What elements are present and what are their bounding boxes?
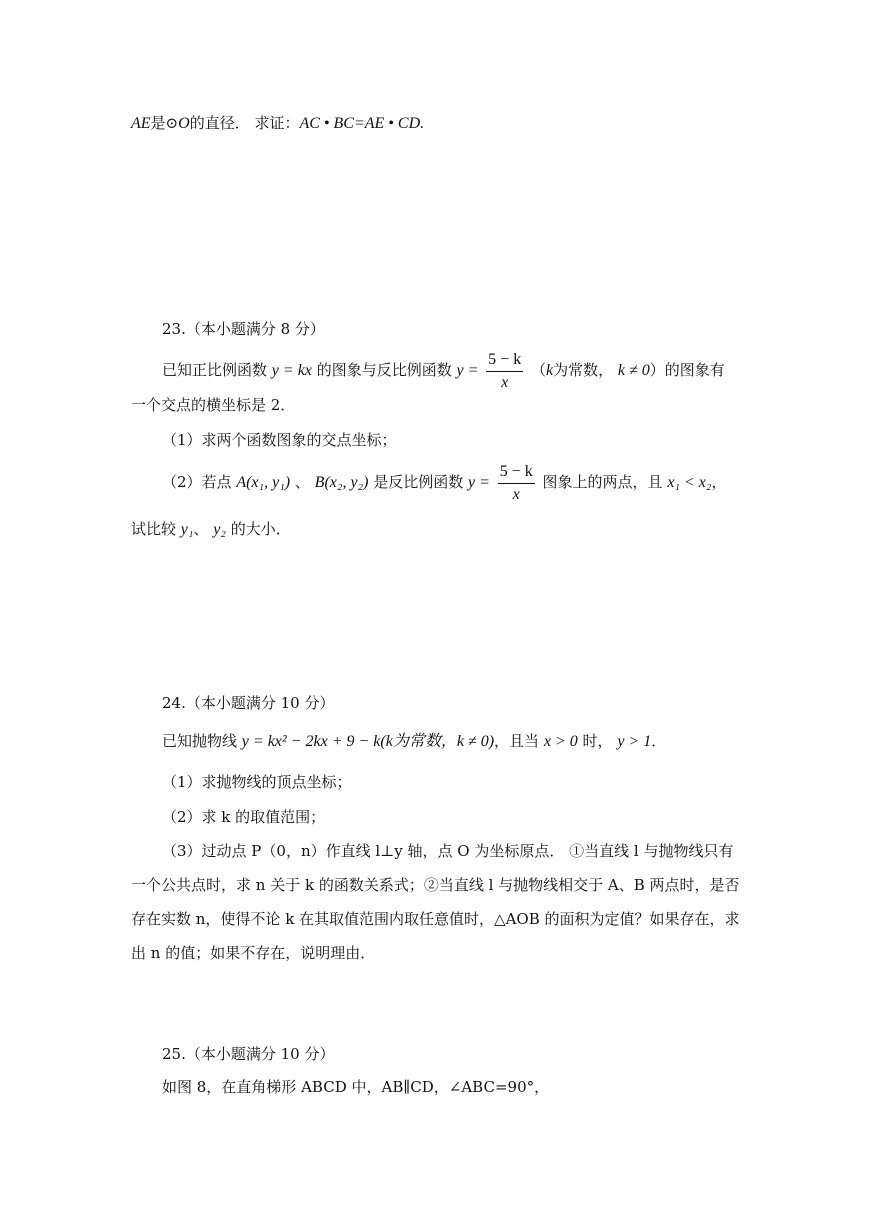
q24-header: 24.（本小题满分 10 分） xyxy=(162,694,335,712)
text-segment: 的大小． xyxy=(230,520,291,538)
text-segment: 已知抛物线 xyxy=(162,732,238,750)
inequality-x: x₁ < x₂ xyxy=(667,474,712,491)
text-segment: 、 xyxy=(294,473,310,491)
q23-part2 xyxy=(162,460,726,504)
fraction-numerator: 5 − k xyxy=(498,463,535,484)
q23-header: 23.（本小题满分 8 分） xyxy=(162,320,325,338)
text-segment: （ xyxy=(530,361,546,379)
text-segment: 时， xyxy=(582,732,613,750)
q23-part1: （1）求两个函数图象的交点坐标； xyxy=(162,431,397,449)
fraction-inverse xyxy=(486,351,523,392)
fraction-inverse xyxy=(498,463,535,504)
q24-line1 xyxy=(162,730,666,753)
q24-part3-line1: （3）过动点 P（0，n）作直线 l⊥y 轴，点 O 为坐标原点． ①当直线 l 与抛物线只有 xyxy=(162,842,734,860)
text-segment: ． xyxy=(651,732,667,750)
text-segment: （2）若点 xyxy=(162,473,232,491)
var-k: k xyxy=(546,362,554,379)
equation-direct: y = kx xyxy=(271,362,312,379)
var-y1: y₁ xyxy=(180,521,194,538)
condition-x: x > 0 xyxy=(543,733,578,750)
text-segment: ，且当 xyxy=(494,732,540,750)
text-line-ae-diameter xyxy=(131,112,424,135)
q23-line2: 一个交点的横坐标是 2． xyxy=(131,396,296,414)
text-segment: ， xyxy=(711,473,727,491)
parabola-equation: y = kx² − 2kx + 9 − k(k为常数，k ≠ 0) xyxy=(241,733,495,750)
text-segment: 、 xyxy=(193,520,209,538)
equation-y: y = xyxy=(456,362,479,379)
q23-line1 xyxy=(162,348,725,392)
q24-part1: （1）求抛物线的顶点坐标； xyxy=(162,773,352,791)
point-a: A(x₁, y₁) xyxy=(236,474,291,491)
fraction-numerator: 5 − k xyxy=(486,351,523,372)
q24-part3-line3: 存在实数 n，使得不论 k 在其取值范围内取任意值时，△AOB 的面积为定值？如果存在，求 xyxy=(131,910,740,928)
q24-part3-line4: 出 n 的值；如果不存在，说明理由． xyxy=(131,944,376,962)
q23-line-last xyxy=(131,518,291,541)
fraction-denominator: x xyxy=(501,373,509,391)
text-segment: ）的图象有 xyxy=(649,361,725,379)
fraction-denominator: x xyxy=(512,485,520,503)
q25-line1: 如图 8，在直角梯形 ABCD 中，AB∥CD，∠ABC=90°， xyxy=(162,1078,550,1096)
var-ae: AE xyxy=(131,115,151,132)
point-b: B(x₂, y₂) xyxy=(314,474,369,491)
text-segment: 是反比例函数 xyxy=(373,473,464,491)
equation-y: y = xyxy=(468,474,490,491)
text-segment: 为常数， xyxy=(553,361,614,379)
q24-part3-line2: 一个公共点时，求 n 关于 k 的函数关系式；②当直线 l 与抛物线相交于 A、B 两点时，是否 xyxy=(131,876,740,894)
text-segment: 图象上的两点，且 xyxy=(542,473,663,491)
k-neq-zero: k ≠ 0 xyxy=(617,362,650,379)
condition-y: y > 1 xyxy=(617,733,652,750)
q24-part2: （2）求 k 的取值范围； xyxy=(162,808,326,826)
var-o: O xyxy=(178,115,190,132)
proof-statement: AC • BC=AE • CD. xyxy=(299,115,425,132)
text-segment: 已知正比例函数 xyxy=(162,361,268,379)
q25-header: 25.（本小题满分 10 分） xyxy=(162,1045,335,1063)
var-y2: y₂ xyxy=(213,521,226,538)
text-segment: 是⊙ xyxy=(150,114,179,132)
text-segment: 试比较 xyxy=(131,520,177,538)
text-segment: 的直径． 求证： xyxy=(189,114,300,132)
text-segment: 的图象与反比例函数 xyxy=(316,361,452,379)
